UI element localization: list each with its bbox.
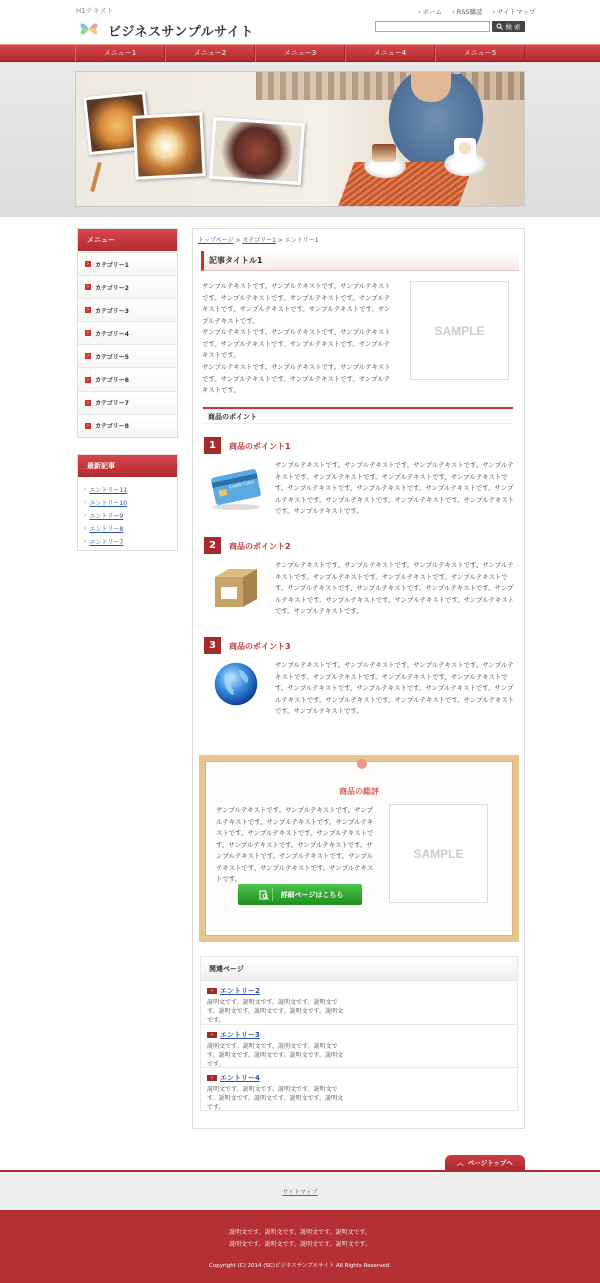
pin-icon [357, 759, 367, 769]
top-link-home[interactable]: › ホーム [418, 8, 443, 16]
arrow-right-icon: › [86, 261, 90, 268]
point-text-2: サンプルテキストです。サンプルテキストです。サンプルテキストです。サンプルテキストです。サンプルテキストです。サンプルテキストです。サンプルテキストです。サンプルテキストです。サンプルテキストです。サンプルテキストです。サンプルテキストです。サンプルテキストです。サンプルテキストです。サンプルテキストです。サンプルテキストです。 [275, 561, 515, 615]
arrow-right-icon: › [86, 353, 90, 360]
photo-steak [209, 117, 305, 185]
nav-item-3[interactable]: メニュー3 [255, 45, 345, 63]
sidebar-category-7[interactable]: › カテゴリー7 [78, 391, 177, 414]
article-paragraph-2: サンプルテキストです。サンプルテキストです。サンプルテキストです。サンプルテキストです。サンプルテキストです。サンプルテキストです。 [202, 328, 391, 359]
arrow-right-icon: › [86, 284, 90, 291]
point-number-3: 3 [204, 637, 221, 654]
sidebar-recent [77, 454, 178, 551]
sidebar-category-3[interactable]: › カテゴリー3 [78, 298, 177, 321]
photo-toast [132, 112, 205, 180]
top-link-sitemap[interactable]: › サイトマップ [492, 8, 536, 16]
logo-icon[interactable] [78, 19, 100, 39]
recent-entry[interactable]: › エントリー11 [84, 486, 128, 494]
chevron-up-icon: ︿ [457, 1159, 464, 1167]
related-item: › エントリー4 説明文です。説明文です。説明文です。説明文です。説明文です。説明文です。説明文です。説明文です。 [207, 1074, 344, 1111]
sidebar-menu-title: メニュー [78, 229, 177, 252]
sidebar-menu [77, 228, 178, 438]
arrow-right-icon: › [207, 988, 217, 994]
article-paragraph-3: サンプルテキストです。サンプルテキストです。サンプルテキストです。サンプルテキストです。サンプルテキストです。サンプルテキストです。 [202, 363, 391, 394]
page-top-button[interactable]: ︿ ページトップへ [445, 1155, 525, 1170]
footer-desc-2: 説明文です。説明文です。説明文です。説明文です。 [228, 1241, 372, 1248]
arrow-right-icon: › [207, 1075, 217, 1081]
recent-entry[interactable]: › エントリー10 [84, 499, 128, 507]
related-pages [200, 956, 518, 1111]
search-icon [496, 23, 503, 30]
arrow-right-icon: › [86, 399, 90, 406]
points-heading: 商品のポイント [203, 407, 513, 424]
breadcrumb: トップページ > カテゴリー1 > エントリー1 [198, 237, 319, 244]
site-header [0, 0, 600, 44]
nav-item-2[interactable]: メニュー2 [165, 45, 255, 63]
roll-cake [454, 138, 476, 158]
breadcrumb-category[interactable]: カテゴリー1 [242, 237, 276, 244]
point-title-2: 商品のポイント2 [229, 542, 291, 551]
globe-icon [209, 661, 263, 707]
hero-image [75, 71, 525, 207]
breadcrumb-top[interactable]: トップページ [198, 237, 234, 244]
point-title-1: 商品のポイント1 [229, 442, 291, 451]
arrow-right-icon: › [86, 330, 90, 337]
arrow-right-icon: › [86, 376, 90, 383]
svg-text:Credit Card: Credit Card [228, 479, 255, 491]
sidebar-recent-title: 最新記事 [78, 455, 177, 478]
main-content [192, 228, 525, 1129]
sidebar-category-2[interactable]: › カテゴリー2 [78, 275, 177, 298]
point-text-1: サンプルテキストです。サンプルテキストです。サンプルテキストです。サンプルテキストです。サンプルテキストです。サンプルテキストです。サンプルテキストです。サンプルテキストです。サンプルテキストです。サンプルテキストです。サンプルテキストです。サンプルテキストです。サンプルテキストです。サンプルテキストです。サンプルテキストです。 [275, 461, 515, 515]
search-button[interactable]: 検 索 [492, 21, 525, 32]
sidebar-category-4[interactable]: › カテゴリー4 [78, 321, 177, 344]
search-input[interactable] [375, 21, 490, 32]
nav-item-5[interactable]: メニュー5 [435, 45, 525, 63]
article-paragraph-1: サンプルテキストです。サンプルテキストです。サンプルテキストです。サンプルテキストです。サンプルテキストです。サンプルテキストです。サンプルテキストです。サンプルテキストです。サンプルテキストです。 [202, 282, 391, 325]
article-sample-image: SAMPLE [410, 281, 509, 380]
related-item: › エントリー2 説明文です。説明文です。説明文です。説明文です。説明文です。説明文です。説明文です。説明文です。 [201, 981, 517, 1025]
point-number-1: 1 [204, 437, 221, 454]
point-number-2: 2 [204, 537, 221, 554]
spoon-decoration [90, 162, 102, 192]
cake-slice [372, 144, 396, 162]
article-title: 記事タイトル1 [201, 251, 519, 271]
site-footer [0, 1210, 600, 1283]
arrow-right-icon: › [86, 422, 90, 429]
document-search-icon [257, 888, 273, 901]
sidebar-category-1[interactable]: › カテゴリー1 [78, 252, 177, 275]
nav-item-4[interactable]: メニュー4 [345, 45, 435, 63]
breadcrumb-current: エントリー1 [284, 237, 319, 244]
arrow-right-icon: › [207, 1032, 217, 1038]
top-link-rss[interactable]: › RSS購読 [452, 8, 483, 16]
credit-card-icon [209, 465, 263, 511]
review-box [199, 755, 519, 942]
top-links [418, 7, 535, 16]
detail-page-button[interactable]: 詳細ページはこちら [238, 884, 362, 905]
recent-entry[interactable]: › エントリー7 [84, 538, 124, 546]
related-title: 関連ページ [201, 957, 517, 981]
arrow-right-icon: › [86, 307, 90, 314]
h1-text: H1テキスト [76, 7, 114, 15]
related-item: › エントリー3 説明文です。説明文です。説明文です。説明文です。説明文です。説明文です。説明文です。説明文です。 [201, 1025, 517, 1069]
nav-item-1[interactable]: メニュー1 [75, 45, 165, 63]
footer-desc-1: 説明文です。説明文です。説明文です。説明文です。 [228, 1229, 372, 1236]
footer-sitemap-link[interactable]: サイトマップ [282, 1189, 318, 1196]
sidebar-category-5[interactable]: › カテゴリー5 [78, 344, 177, 367]
review-text: サンプルテキストです。サンプルテキストです。サンプルテキストです。サンプルテキストです。サンプルテキストです。サンプルテキストです。サンプルテキストです。サンプルテキストです。サンプルテキストです。サンプルテキストです。サンプルテキストです。サンプルテキストです。サンプルテキストです。サンプルテキストです。 [216, 806, 374, 883]
review-sample-image: SAMPLE [389, 804, 488, 903]
recent-entry[interactable]: › エントリー8 [84, 525, 124, 533]
sidebar-category-6[interactable]: › カテゴリー6 [78, 367, 177, 390]
sidebar-category-8[interactable]: › カテゴリー8 [78, 414, 177, 437]
point-text-3: サンプルテキストです。サンプルテキストです。サンプルテキストです。サンプルテキストです。サンプルテキストです。サンプルテキストです。サンプルテキストです。サンプルテキストです。サンプルテキストです。サンプルテキストです。サンプルテキストです。サンプルテキストです。サンプルテキストです。サンプルテキストです。サンプルテキストです。 [275, 661, 515, 715]
copyright: Copyright (C) 2014 (SC)ビジネスサンプルサイト All Rights Reserved. [209, 1263, 391, 1269]
point-title-3: 商品のポイント3 [229, 642, 291, 651]
global-nav [0, 44, 600, 62]
recent-entry[interactable]: › エントリー9 [84, 512, 124, 520]
cardboard-box-icon [209, 563, 263, 609]
site-title[interactable]: ビジネスサンプルサイト [108, 25, 254, 40]
review-title: 商品の総評 [339, 787, 379, 796]
